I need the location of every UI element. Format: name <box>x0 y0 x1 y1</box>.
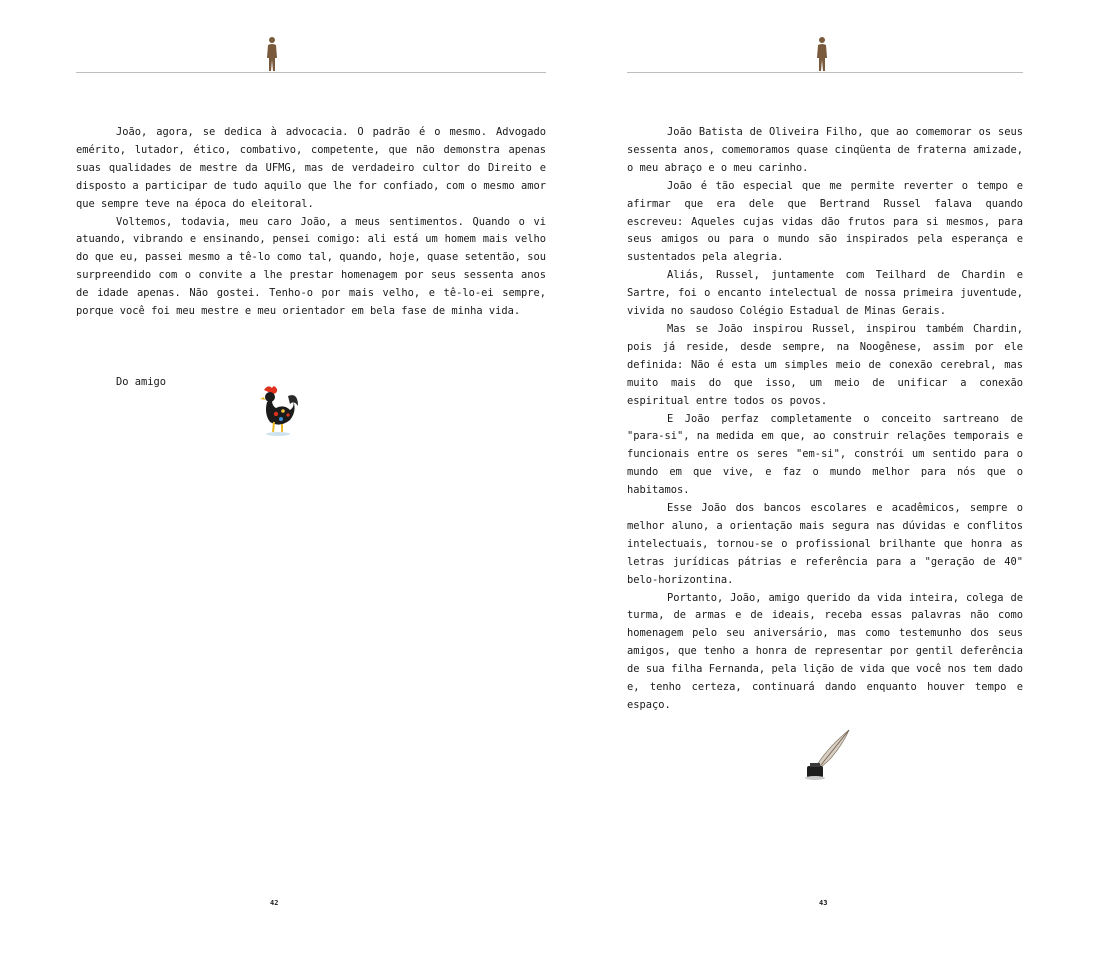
quill-inkwell-icon <box>803 728 863 782</box>
right-page <box>627 0 1023 969</box>
paragraph: Aliás, Russel, juntamente com Teilhard de Chardin e Sartre, foi o encanto intelectual de nossa primeira juventude, vivida no saudoso Colégio Estadual de Minas Gerais. <box>627 269 1023 318</box>
header-rule <box>627 72 1023 73</box>
signature-line: Do amigo <box>116 376 167 388</box>
rooster-icon <box>254 384 302 438</box>
standing-figure-icon <box>816 36 828 72</box>
paragraph: João Batista de Oliveira Filho, que ao comemorar os seus sessenta anos, comemoramos quase cinqüenta de fraterna amizade, o meu abraço e o meu carinho. <box>627 126 1023 174</box>
paragraph: Portanto, João, amigo querido da vida inteira, colega de turma, de armas e de ideais, receba essas palavras não como homenagem pelo seu aniversário, mas como testemunho dos seus amigos, que tenho a honra de representar por gentil deferência de sua filha Fernanda, pela lição de vida que você nos tem dado e, tenho certeza, continuará dando enquanto houver tempo e espaço. <box>627 591 1023 711</box>
right-body-text <box>627 124 1023 715</box>
page-number: 42 <box>270 899 279 907</box>
paragraph: Mas se João inspirou Russel, inspirou também Chardin, pois já reside, desde sempre, na Noogênese, assim por ele definida: Não é esta um simples meio de conexão cerebral, mas muito mais do que isso, um meio de unificar a conexão espiritual entre todos os povos. <box>627 322 1023 407</box>
standing-figure-icon <box>266 36 278 72</box>
paragraph: João, agora, se dedica à advocacia. O padrão é o mesmo. Advogado emérito, lutador, ético, combativo, competente, que não demonstra apenas suas qualidades de mestre da UFMG, mas de verdadeiro cultor do Direito e disposto a participar de tudo aquilo que lhe for confiado, com o mesmo amor que sempre teve na época do eleitoral. <box>76 126 546 210</box>
left-body-text <box>76 124 546 321</box>
left-page <box>76 0 546 969</box>
paragraph: E João perfaz completamente o conceito sartreano de "para-si", na medida em que, ao construir relações temporais e funcionais entre os seres "em-si", constrói um sentido para o mundo em que vive, e faz o mundo melhor para nós que o habitamos. <box>627 412 1023 497</box>
paragraph: Voltemos, todavia, meu caro João, a meus sentimentos. Quando o vi atuando, vibrando e ensinando, pensei comigo: ali está um homem mais velho do que eu, passei mesmo a tê-lo como tal, quando, hoje, quase setentão, sou surpreendido com o convite a lhe prestar homenagem por seus sessenta anos de idade apenas. Não gostei. Tenho-o por mais velho, e tê-lo-ei sempre, porque você foi meu mestre e meu orientador em bela fase de minha vida. <box>76 215 546 318</box>
paragraph: João é tão especial que me permite reverter o tempo e afirmar que era dele que Bertrand Russel falava quando escreveu: Aqueles cujas vidas dão frutos para si mesmos, para seus amigos ou para o mundo são inspirados pela esperança e sustentados pela alegria. <box>627 179 1023 264</box>
page-number: 43 <box>819 899 828 907</box>
paragraph: Esse João dos bancos escolares e acadêmicos, sempre o melhor aluno, a orientação mais segura nas dúvidas e conflitos intelectuais, tornou-se o profissional brilhante que honra as letras jurídicas pátrias e referência para a "geração de 40" belo-horizontina. <box>627 502 1023 586</box>
header-rule <box>76 72 546 73</box>
